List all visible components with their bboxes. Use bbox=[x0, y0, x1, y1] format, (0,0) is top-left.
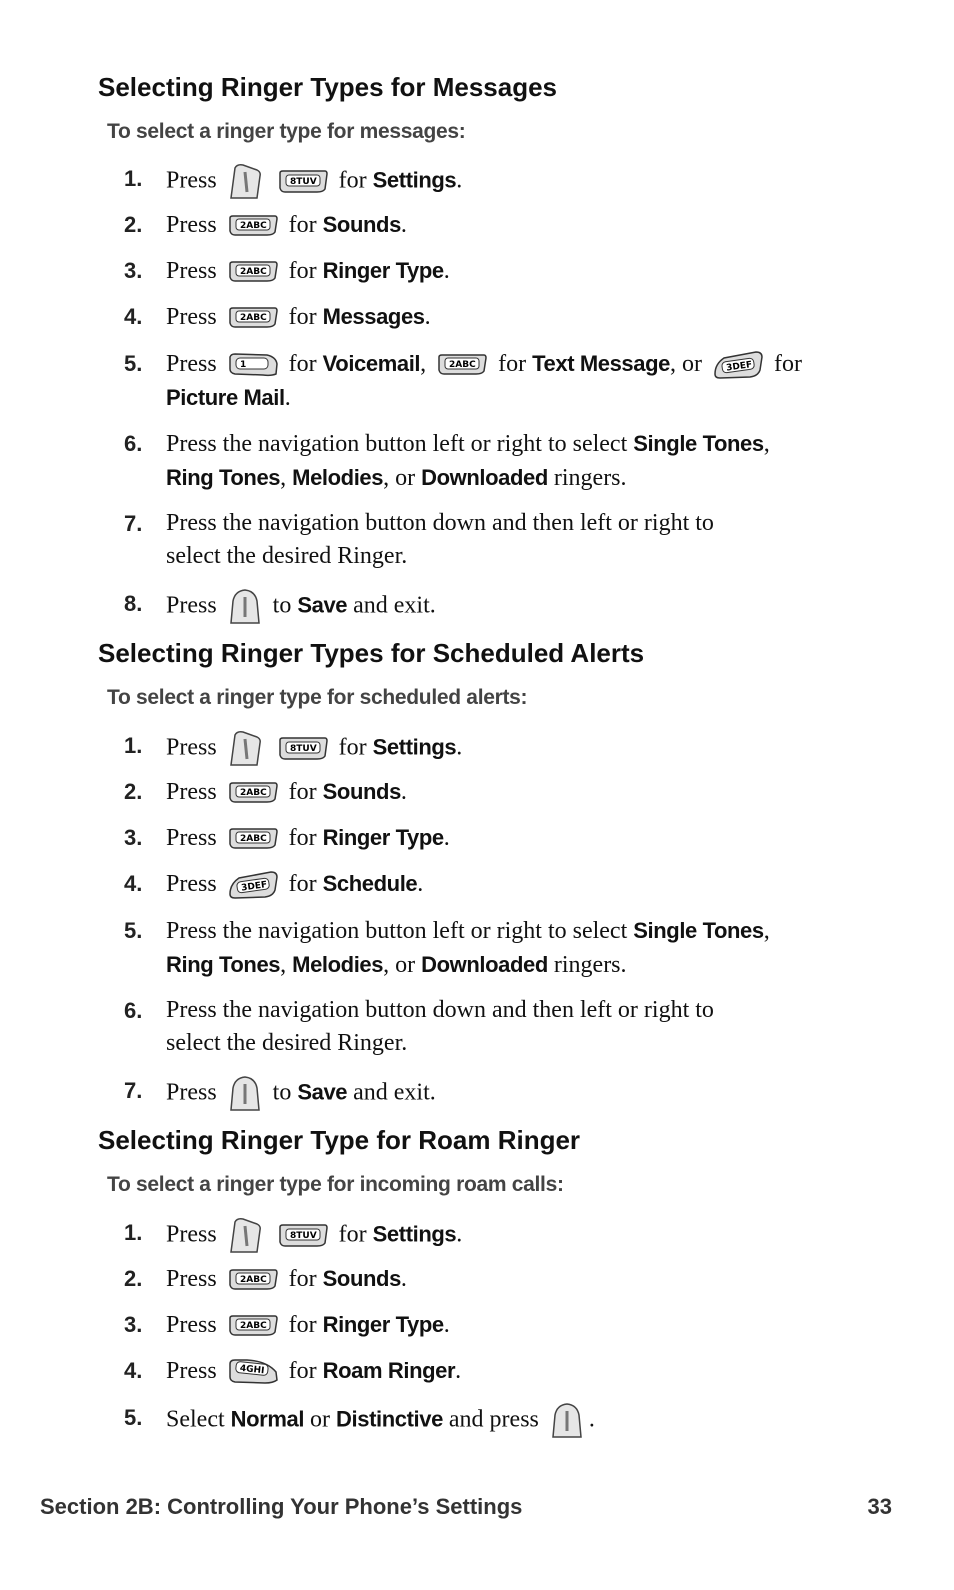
key-label: 2ABC bbox=[239, 313, 267, 324]
step-text: Press bbox=[166, 258, 217, 284]
step-text: Press bbox=[166, 592, 217, 619]
step-number: 1. bbox=[124, 733, 143, 758]
step-text: for bbox=[288, 1312, 317, 1338]
step-text: for bbox=[338, 734, 367, 761]
key-label: 2ABC bbox=[239, 1321, 267, 1332]
step-text: for bbox=[773, 351, 802, 377]
step-text: for bbox=[288, 779, 317, 805]
section-intro: To select a ringer type for scheduled alerts: bbox=[107, 686, 528, 709]
step-text: Press the navigation button down and then left or right to bbox=[166, 510, 714, 536]
step-text: , or bbox=[669, 351, 702, 377]
step-bold-term: Save bbox=[297, 1079, 348, 1105]
step-text: for bbox=[288, 212, 317, 238]
key-4ghi-icon bbox=[227, 1358, 279, 1386]
step-text: for bbox=[338, 1221, 367, 1248]
ok-key-icon bbox=[227, 1074, 263, 1114]
step-text: Press bbox=[166, 1079, 217, 1106]
step-text: . bbox=[400, 212, 407, 238]
key-2abc-icon bbox=[227, 306, 279, 330]
section-title: Selecting Ringer Type for Roam Ringer bbox=[98, 1125, 581, 1155]
step-text: Press bbox=[166, 212, 217, 238]
step-number: 6. bbox=[124, 431, 143, 456]
step-bold-term: Settings bbox=[372, 734, 457, 760]
step-text: ringers. bbox=[553, 952, 627, 978]
step-text: , bbox=[763, 431, 770, 457]
step-text: . bbox=[456, 1221, 463, 1248]
section-title: Selecting Ringer Types for Scheduled Alerts bbox=[98, 638, 645, 668]
step-number: 3. bbox=[124, 1312, 143, 1337]
step-text: . bbox=[588, 1406, 595, 1433]
key-label: 8TUV bbox=[289, 1231, 317, 1241]
step-text: , bbox=[763, 918, 770, 944]
step-bold-term: Settings bbox=[372, 1221, 457, 1247]
step-text: . bbox=[400, 1266, 407, 1292]
step-text: Press bbox=[166, 304, 217, 330]
ok-key-icon bbox=[227, 587, 263, 627]
step-text: Press the navigation button left or right to select bbox=[166, 431, 628, 457]
menu-ok-key-icon bbox=[227, 729, 263, 769]
step-number: 4. bbox=[124, 304, 143, 329]
menu-ok-key-icon bbox=[227, 1216, 263, 1256]
step-text: and exit. bbox=[353, 1079, 436, 1106]
key-3def-icon bbox=[227, 870, 279, 900]
step-number: 6. bbox=[124, 998, 143, 1023]
step-text: for bbox=[288, 871, 317, 897]
step-text: . bbox=[400, 779, 407, 805]
step-text: Press bbox=[166, 825, 217, 851]
step-text: for bbox=[288, 258, 317, 284]
key-label: 2ABC bbox=[239, 1275, 267, 1286]
step-text: . bbox=[443, 825, 450, 851]
step-number: 5. bbox=[124, 351, 143, 376]
step-bold-term: Distinctive bbox=[336, 1406, 443, 1432]
key-1-icon bbox=[227, 352, 279, 378]
key-label: 2ABC bbox=[449, 360, 476, 371]
section-intro: To select a ringer type for incoming roam calls: bbox=[107, 1173, 564, 1196]
key-2abc-icon bbox=[227, 1314, 279, 1338]
step-text: Press the navigation button left or right to select bbox=[166, 918, 628, 944]
step-bold-term: Ring Tones bbox=[166, 465, 281, 490]
step-number: 1. bbox=[124, 1220, 143, 1245]
key-label: 8TUV bbox=[289, 744, 317, 754]
step-text: , bbox=[280, 952, 287, 978]
key-2abc-icon bbox=[227, 260, 279, 284]
step-bold-term: Settings bbox=[372, 167, 457, 193]
step-bold-term: Sounds bbox=[322, 779, 401, 804]
step-number: 5. bbox=[124, 918, 143, 943]
key-label: 1 bbox=[239, 360, 246, 371]
step-text: Select bbox=[166, 1406, 225, 1433]
step-text: Press bbox=[166, 167, 217, 194]
step-text: for bbox=[288, 1358, 317, 1384]
step-number: 8. bbox=[124, 591, 143, 616]
step-text: to bbox=[272, 1079, 292, 1106]
step-bold-term: Messages bbox=[322, 304, 425, 329]
step-bold-term: Picture Mail bbox=[166, 385, 285, 410]
menu-ok-key-icon bbox=[227, 162, 263, 202]
step-bold-term: Voicemail bbox=[322, 351, 421, 376]
step-text: . bbox=[443, 1312, 450, 1338]
page-number: 33 bbox=[867, 1494, 892, 1519]
page-footer bbox=[40, 1494, 892, 1520]
step-text: . bbox=[424, 304, 431, 330]
step-text: . bbox=[455, 1358, 462, 1384]
key-2abc-icon bbox=[227, 1268, 279, 1292]
footer-section-title: Section 2B: Controlling Your Phone’s Settings bbox=[40, 1494, 523, 1519]
step-bold-term: Sounds bbox=[322, 1266, 401, 1291]
step-text: , bbox=[280, 465, 287, 491]
step-bold-term: Text Message bbox=[532, 351, 670, 376]
step-text: for bbox=[498, 351, 527, 377]
key-label: 2ABC bbox=[239, 834, 267, 845]
section-intro: To select a ringer type for messages: bbox=[107, 120, 466, 143]
step-text: Press bbox=[166, 1358, 217, 1384]
key-2abc-icon bbox=[436, 353, 488, 377]
key-3def-icon bbox=[712, 350, 764, 380]
key-label: 2ABC bbox=[239, 267, 267, 278]
step-text: . bbox=[456, 167, 463, 194]
step-bold-term: Single Tones bbox=[633, 918, 764, 943]
step-bold-term: Downloaded bbox=[421, 952, 548, 977]
step-text: and exit. bbox=[353, 592, 436, 619]
step-bold-term: Schedule bbox=[322, 871, 418, 896]
step-number: 3. bbox=[124, 258, 143, 283]
key-label: 4GHI bbox=[239, 1364, 265, 1377]
step-number: 2. bbox=[124, 779, 143, 804]
step-text: to bbox=[272, 592, 292, 619]
step-number: 5. bbox=[124, 1405, 143, 1430]
step-text: for bbox=[338, 167, 367, 194]
step-bold-term: Ringer Type bbox=[322, 258, 444, 283]
step-text: for bbox=[288, 304, 317, 330]
step-text: for bbox=[288, 351, 317, 377]
step-bold-term: Normal bbox=[230, 1406, 305, 1432]
key-8tuv-icon bbox=[277, 169, 329, 195]
step-number: 2. bbox=[124, 1266, 143, 1291]
step-number: 2. bbox=[124, 212, 143, 237]
step-text: select the desired Ringer. bbox=[166, 543, 408, 569]
key-label: 8TUV bbox=[289, 177, 317, 187]
ok-key-icon bbox=[549, 1401, 585, 1441]
step-number: 7. bbox=[124, 511, 143, 536]
step-text: Press bbox=[166, 351, 217, 377]
step-text: Press the navigation button down and then left or right to bbox=[166, 997, 714, 1023]
step-text: , or bbox=[383, 465, 416, 491]
key-8tuv-icon bbox=[277, 736, 329, 762]
step-number: 4. bbox=[124, 871, 143, 896]
key-2abc-icon bbox=[227, 781, 279, 805]
step-bold-term: Roam Ringer bbox=[322, 1358, 456, 1383]
step-bold-term: Melodies bbox=[292, 952, 384, 977]
key-label: 3DEF bbox=[725, 360, 753, 375]
step-bold-term: Melodies bbox=[292, 465, 384, 490]
step-text: ringers. bbox=[553, 465, 627, 491]
step-text: and press bbox=[448, 1406, 539, 1433]
step-bold-term: Save bbox=[297, 592, 348, 618]
step-bold-term: Ring Tones bbox=[166, 952, 281, 977]
step-text: . bbox=[456, 734, 463, 761]
key-2abc-icon bbox=[227, 214, 279, 238]
step-text: . bbox=[284, 385, 291, 411]
step-number: 1. bbox=[124, 166, 143, 191]
key-8tuv-icon bbox=[277, 1223, 329, 1249]
step-number: 3. bbox=[124, 825, 143, 850]
step-text: or bbox=[310, 1406, 331, 1433]
step-text: for bbox=[288, 825, 317, 851]
step-text: Press bbox=[166, 734, 217, 761]
step-text: Press bbox=[166, 871, 217, 897]
key-label: 3DEF bbox=[240, 880, 268, 895]
step-bold-term: Single Tones bbox=[633, 431, 764, 456]
step-text: . bbox=[417, 871, 424, 897]
step-number: 7. bbox=[124, 1078, 143, 1103]
step-bold-term: Sounds bbox=[322, 212, 401, 237]
step-text: Press bbox=[166, 1266, 217, 1292]
step-text: . bbox=[443, 258, 450, 284]
key-2abc-icon bbox=[227, 827, 279, 851]
key-label: 2ABC bbox=[239, 221, 267, 232]
step-number: 4. bbox=[124, 1358, 143, 1383]
step-text: Press bbox=[166, 779, 217, 805]
step-text: Press bbox=[166, 1221, 217, 1248]
step-text: , bbox=[420, 351, 427, 377]
step-bold-term: Downloaded bbox=[421, 465, 548, 490]
step-text: , or bbox=[383, 952, 416, 978]
section-title: Selecting Ringer Types for Messages bbox=[98, 72, 557, 102]
step-text: Press bbox=[166, 1312, 217, 1338]
step-bold-term: Ringer Type bbox=[322, 1312, 444, 1337]
step-text: for bbox=[288, 1266, 317, 1292]
step-bold-term: Ringer Type bbox=[322, 825, 444, 850]
key-label: 2ABC bbox=[239, 788, 267, 799]
step-text: select the desired Ringer. bbox=[166, 1030, 408, 1056]
